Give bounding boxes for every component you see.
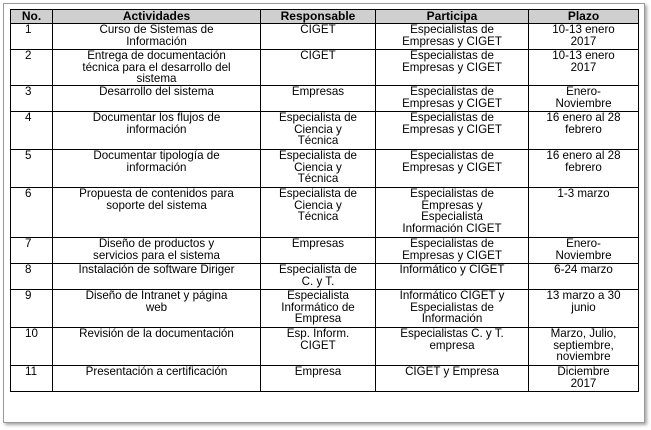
table-row: [11, 86, 639, 112]
table-row: [11, 150, 639, 188]
cell-responsable: [261, 328, 376, 366]
cell-no: [11, 290, 53, 328]
cell-actividad-text: Curso de Sistemas de Información: [99, 23, 214, 48]
header-plazo: Plazo: [529, 10, 639, 24]
cell-participa: [376, 290, 529, 328]
cell-plazo-text: Enero- Noviembre: [555, 237, 612, 262]
cell-no-text: 1: [25, 23, 32, 36]
cell-actividad: [53, 86, 261, 112]
cell-plazo: [529, 112, 639, 150]
cell-plazo: [529, 150, 639, 188]
cell-plazo: [529, 50, 639, 86]
cell-no: [11, 86, 53, 112]
cell-actividad: [53, 238, 261, 264]
cell-actividad: [53, 112, 261, 150]
table-body: [11, 24, 639, 392]
cell-participa-text: Especialistas de Empresas y CIGET: [402, 237, 502, 262]
cell-participa: [376, 188, 529, 238]
cell-responsable-text: CIGET: [300, 49, 336, 62]
cell-participa: [376, 238, 529, 264]
header-participa: Participa: [376, 10, 529, 24]
cell-responsable: [261, 86, 376, 112]
cell-responsable-text: Empresas: [291, 237, 345, 250]
cell-participa-text: Especialistas C. y T. empresa: [400, 327, 504, 352]
cell-plazo-text: 16 enero al 28 febrero: [546, 149, 621, 174]
cell-responsable: [261, 188, 376, 238]
cell-participa-text: CIGET y Empresa: [405, 365, 499, 378]
cell-actividad-text: Revisión de la documentación: [79, 327, 234, 340]
cell-responsable-text: Especialista Informático de Empresa: [281, 289, 355, 325]
cell-actividad-text: Instalación de software Diriger: [78, 263, 235, 276]
cell-responsable: [261, 290, 376, 328]
cell-plazo-text: 1-3 marzo: [557, 187, 610, 200]
cell-actividad-text: Documentar los flujos de información: [92, 111, 221, 136]
cell-plazo-text: 6-24 marzo: [554, 263, 613, 276]
cell-responsable: [261, 24, 376, 50]
cell-no-text: 2: [25, 49, 32, 62]
cell-participa: [376, 112, 529, 150]
cell-no-text: 5: [25, 149, 32, 162]
cell-plazo: [529, 366, 639, 392]
cell-no-text: 11: [25, 365, 38, 378]
cell-plazo: [529, 188, 639, 238]
cell-no: [11, 112, 53, 150]
table-row: [11, 50, 639, 86]
table-row: [11, 366, 639, 392]
cell-no-text: 6: [25, 187, 32, 200]
cell-participa: [376, 86, 529, 112]
cell-actividad: [53, 328, 261, 366]
header-no: No.: [11, 10, 53, 24]
cell-plazo: [529, 24, 639, 50]
cell-participa-text: Especialistas de Empresas y Especialista Información CIGET: [402, 187, 502, 235]
cell-actividad-text: Propuesta de contenidos para soporte del sistema: [79, 187, 234, 212]
cell-plazo: [529, 86, 639, 112]
cell-actividad: [53, 264, 261, 290]
cell-plazo-text: Enero- Noviembre: [555, 85, 612, 110]
cell-no-text: 8: [25, 263, 32, 276]
cell-participa: [376, 366, 529, 392]
cell-actividad: [53, 150, 261, 188]
cell-responsable-text: Empresa: [294, 365, 342, 378]
cell-no: [11, 24, 53, 50]
cell-participa: [376, 328, 529, 366]
cell-responsable: [261, 366, 376, 392]
cell-responsable-text: CIGET: [300, 23, 336, 36]
table-row: [11, 328, 639, 366]
cell-participa-text: Informático y CIGET: [399, 263, 505, 276]
table-row: [11, 112, 639, 150]
cell-actividad: [53, 50, 261, 86]
cell-actividad-text: Presentación a certificación: [85, 365, 228, 378]
cell-no-text: 9: [25, 289, 32, 302]
cell-no: [11, 366, 53, 392]
cell-responsable: [261, 264, 376, 290]
table-row: [11, 24, 639, 50]
cell-participa-text: Especialistas de Empresas y CIGET: [402, 23, 502, 48]
cell-no: [11, 50, 53, 86]
cell-responsable-text: Especialista de C. y T.: [279, 263, 357, 288]
cell-participa-text: Especialistas de Empresas y CIGET: [402, 149, 502, 174]
cell-responsable-text: Especialista de Ciencia y Técnica: [279, 111, 357, 147]
document-frame: [3, 3, 645, 423]
table-row: [11, 290, 639, 328]
cell-plazo-text: 13 marzo a 30 junio: [546, 289, 621, 314]
cell-participa: [376, 50, 529, 86]
header-actividades: Actividades: [53, 10, 261, 24]
cell-plazo-text: 10-13 enero 2017: [552, 23, 615, 48]
cell-plazo: [529, 290, 639, 328]
cell-no: [11, 150, 53, 188]
table-header: [11, 10, 639, 24]
cell-plazo: [529, 238, 639, 264]
cell-plazo: [529, 328, 639, 366]
cell-actividad: [53, 188, 261, 238]
cell-responsable: [261, 50, 376, 86]
cell-responsable: [261, 112, 376, 150]
cell-participa-text: Especialistas de Empresas y CIGET: [402, 111, 502, 136]
cell-participa-text: Informático CIGET y Especialistas de Información: [399, 289, 505, 325]
table-row: [11, 238, 639, 264]
cell-no-text: 7: [25, 237, 32, 250]
activities-table: [10, 9, 639, 392]
cell-plazo-text: 10-13 enero 2017: [552, 49, 615, 74]
cell-plazo-text: Diciembre 2017: [557, 365, 610, 390]
cell-responsable: [261, 238, 376, 264]
cell-actividad: [53, 290, 261, 328]
cell-responsable-text: Empresas: [291, 85, 345, 98]
cell-participa-text: Especialistas de Empresas y CIGET: [402, 85, 502, 110]
cell-plazo-text: Marzo, Julio, septiembre, noviembre: [550, 327, 617, 363]
cell-plazo: [529, 264, 639, 290]
cell-actividad: [53, 366, 261, 392]
cell-actividad-text: Desarrollo del sistema: [99, 85, 214, 98]
cell-actividad-text: Diseño de Intranet y página web: [85, 289, 228, 314]
cell-no: [11, 328, 53, 366]
cell-participa: [376, 264, 529, 290]
cell-actividad-text: Diseño de productos y servicios para el sistema: [93, 237, 220, 262]
header-responsable: Responsable: [261, 10, 376, 24]
cell-participa-text: Especialistas de Empresas y CIGET: [402, 49, 502, 74]
cell-no: [11, 238, 53, 264]
cell-no-text: 10: [25, 327, 38, 340]
header-row: [11, 10, 639, 24]
cell-responsable-text: Esp. Inform. CIGET: [286, 327, 350, 352]
cell-no: [11, 264, 53, 290]
cell-no-text: 3: [25, 85, 32, 98]
cell-plazo-text: 16 enero al 28 febrero: [546, 111, 621, 136]
cell-actividad-text: Documentar tipología de información: [93, 149, 220, 174]
cell-actividad-text: Entrega de documentación técnica para el desarrollo del sistema: [82, 49, 231, 85]
cell-participa: [376, 150, 529, 188]
cell-no: [11, 188, 53, 238]
table-row: [11, 264, 639, 290]
cell-participa: [376, 24, 529, 50]
cell-actividad: [53, 24, 261, 50]
cell-responsable-text: Especialista de Ciencia y Técnica: [279, 149, 357, 185]
cell-responsable: [261, 150, 376, 188]
cell-no-text: 4: [25, 111, 32, 124]
table-row: [11, 188, 639, 238]
cell-responsable-text: Especialista de Ciencia y Técnica: [279, 187, 357, 223]
